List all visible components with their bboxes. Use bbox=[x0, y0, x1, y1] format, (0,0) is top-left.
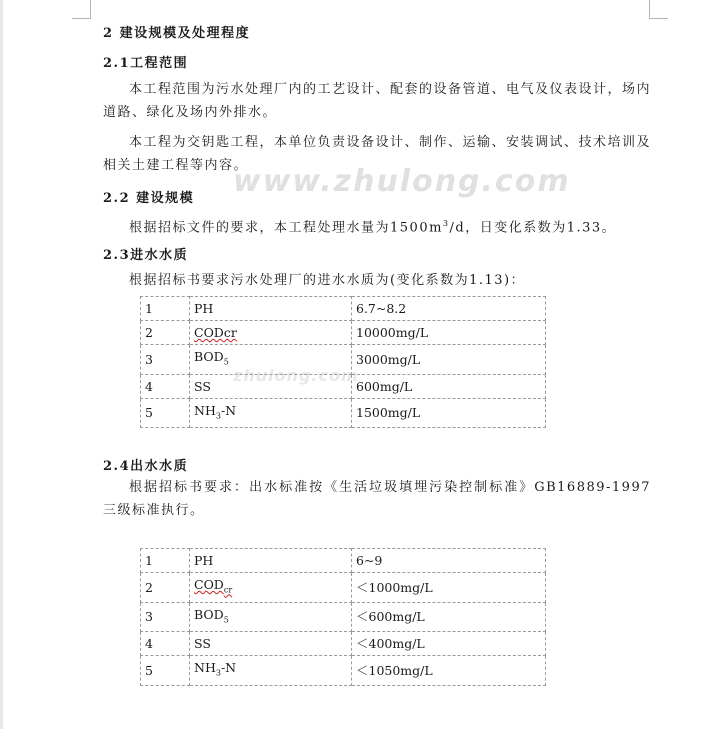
parameter-name-text: BOD bbox=[194, 349, 224, 364]
section-2-3-heading: 2.3进水水质 bbox=[103, 248, 189, 263]
table-row bbox=[141, 374, 546, 398]
margin-corner-top-right bbox=[649, 0, 668, 19]
parameter-value: 600mg/L bbox=[352, 374, 546, 398]
parameter-name bbox=[190, 602, 352, 632]
row-number: 4 bbox=[141, 374, 190, 398]
row-number: 1 bbox=[141, 549, 190, 573]
table-row bbox=[141, 602, 546, 632]
section-2-heading: 2 建设规模及处理程度 bbox=[103, 26, 251, 41]
influent-quality-table bbox=[140, 296, 546, 428]
parameter-value: ＜1000mg/L bbox=[352, 573, 546, 603]
parameter-name bbox=[190, 573, 352, 603]
parameter-value: ＜600mg/L bbox=[352, 602, 546, 632]
section-2-1-heading: 2.1工程范围 bbox=[103, 56, 189, 71]
table-row bbox=[141, 632, 546, 656]
row-number: 2 bbox=[141, 573, 190, 603]
parameter-name bbox=[190, 656, 352, 686]
parameter-value: 6.7~8.2 bbox=[352, 297, 546, 321]
table-row bbox=[141, 573, 546, 603]
parameter-name-text: NH bbox=[194, 660, 216, 675]
section-2-1-paragraph-2: 本工程为交钥匙工程，本单位负责设备设计、制作、运输、安装调试、技术培训及相关土建工程等内容。 bbox=[103, 135, 652, 173]
table-row bbox=[141, 321, 546, 345]
parameter-subscript: 5 bbox=[223, 615, 229, 624]
parameter-subscript: 3 bbox=[215, 411, 221, 420]
parameter-name-text: BOD bbox=[194, 606, 224, 622]
section-2-1-paragraph-1: 本工程范围为污水处理厂内的工艺设计、配套的设备管道、电气及仪表设计，场内道路、绿化及场内外排水。 bbox=[103, 82, 652, 120]
parameter-value: 6~9 bbox=[352, 549, 546, 573]
table-row bbox=[141, 345, 546, 375]
row-number: 3 bbox=[141, 602, 190, 632]
section-2-4-heading: 2.4出水水质 bbox=[103, 459, 189, 474]
parameter-value: 1500mg/L bbox=[352, 398, 546, 428]
parameter-name: SS bbox=[190, 374, 352, 398]
row-number: 3 bbox=[141, 345, 190, 375]
row-number: 5 bbox=[141, 398, 190, 428]
table-row bbox=[141, 656, 546, 686]
parameter-name-text: NH bbox=[194, 402, 216, 418]
parameter-subscript: 5 bbox=[223, 357, 229, 367]
table-row bbox=[141, 549, 546, 573]
watermark-table: zhulong.com bbox=[233, 366, 359, 385]
parameter-name: PH bbox=[190, 297, 352, 321]
table-row bbox=[141, 398, 546, 428]
table-row bbox=[141, 297, 546, 321]
parameter-name-text: COD bbox=[194, 577, 224, 592]
capacity-unit-sup: 3 bbox=[442, 219, 450, 228]
margin-corner-top-left bbox=[72, 0, 91, 19]
capacity-text-tail: /d，日变化系数为1.33。 bbox=[449, 220, 617, 236]
parameter-subscript: 3 bbox=[215, 668, 221, 678]
effluent-quality-table bbox=[140, 548, 546, 686]
row-number: 4 bbox=[141, 632, 190, 656]
row-number: 5 bbox=[141, 656, 190, 686]
section-2-2-heading: 2.2 建设规模 bbox=[103, 191, 195, 206]
parameter-value: 10000mg/L bbox=[352, 321, 546, 345]
watermark-main: www.zhulong.com bbox=[233, 164, 571, 199]
section-2-2-paragraph bbox=[103, 212, 651, 239]
parameter-name bbox=[190, 345, 352, 375]
capacity-text: 根据招标文件的要求，本工程处理水量为1500m bbox=[129, 220, 443, 236]
parameter-name-tail: -N bbox=[220, 402, 237, 418]
parameter-name-tail: -N bbox=[220, 660, 237, 675]
parameter-value: ＜1050mg/L bbox=[352, 656, 546, 686]
row-number: 1 bbox=[141, 297, 190, 321]
parameter-name: PH bbox=[190, 549, 352, 573]
parameter-name-text: CODcr bbox=[194, 325, 237, 340]
parameter-name bbox=[190, 398, 352, 428]
parameter-value: 3000mg/L bbox=[352, 345, 546, 375]
page-edge bbox=[0, 0, 3, 729]
section-2-4-intro: 根据招标书要求：出水标准按《生活垃圾填埋污染控制标准》GB16889-1997 三级标准执行。 bbox=[103, 480, 651, 518]
row-number: 2 bbox=[141, 321, 190, 345]
parameter-value: ＜400mg/L bbox=[352, 632, 546, 656]
parameter-subscript: cr bbox=[223, 585, 233, 595]
parameter-name: SS bbox=[190, 632, 352, 656]
parameter-name bbox=[190, 321, 352, 345]
section-2-3-intro: 根据招标书要求污水处理厂的进水水质为(变化系数为1.13)： bbox=[129, 273, 526, 288]
